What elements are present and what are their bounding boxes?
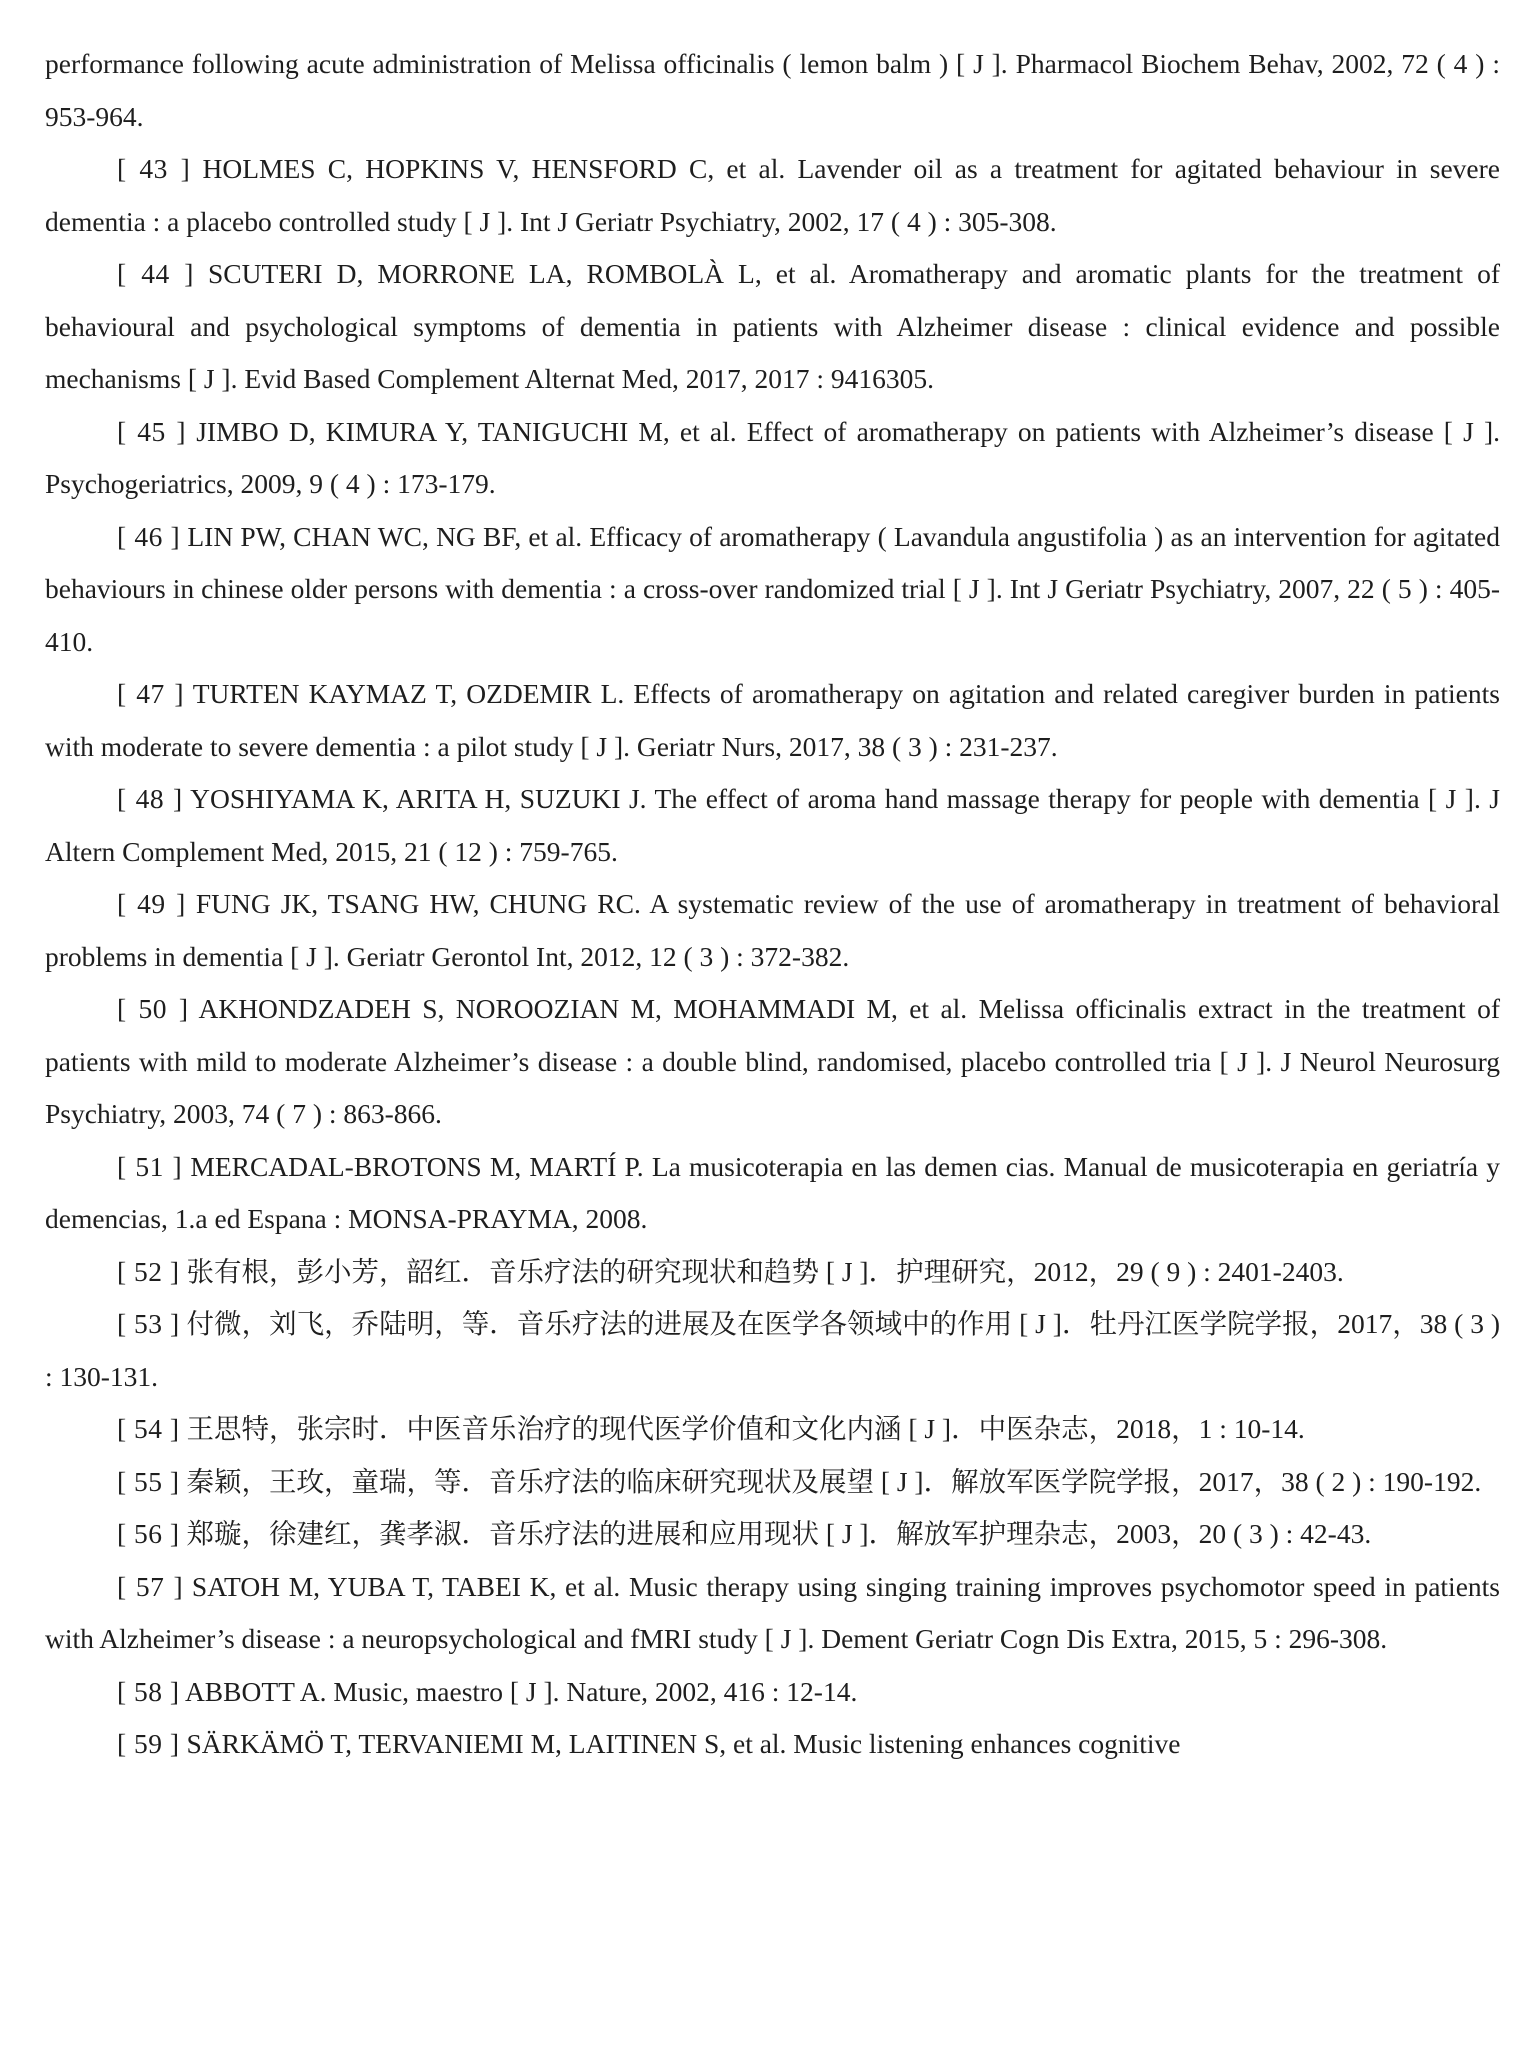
reference-46 bbox=[45, 511, 1500, 669]
reference-text: 付微，刘飞，乔陆明，等．音乐疗法的进展及在医学各领域中的作用 [ J ]．牡丹江医学院学报，2017，38 ( 3 ) : 130-131. bbox=[45, 1308, 1500, 1392]
reference-number: [ 52 ] bbox=[117, 1255, 180, 1287]
reference-text: YOSHIYAMA K, ARITA H, SUZUKI J. The effect of aroma hand massage therapy for people with dementia [ J ]. J Altern Complement Med, 2015, 21 ( 12 ) : 759-765. bbox=[45, 783, 1500, 867]
reference-42-continuation bbox=[45, 38, 1500, 143]
reference-text: 郑璇，徐建红，龚孝淑．音乐疗法的进展和应用现状 [ J ]．解放军护理杂志，2003，20 ( 3 ) : 42-43. bbox=[186, 1518, 1372, 1549]
reference-text: JIMBO D, KIMURA Y, TANIGUCHI M, et al. Effect of aromatherapy on patients with Alzheimer’s disease [ J ]. Psychogeriatrics, 2009, 9 ( 4 ) : 173-179. bbox=[45, 415, 1500, 499]
reference-number: [ 54 ] bbox=[117, 1413, 180, 1444]
reference-number: [ 49 ] bbox=[117, 888, 186, 919]
reference-text: HOLMES C, HOPKINS V, HENSFORD C, et al. Lavender oil as a treatment for agitated behaviour in severe dementia : a placebo controlled study [ J ]. Int J Geriatr Psychiatry, 2002, 17 ( 4 ) : 305-308. bbox=[45, 153, 1501, 237]
reference-56 bbox=[45, 1508, 1500, 1561]
reference-text: FUNG JK, TSANG HW, CHUNG RC. A systematic review of the use of aromatherapy in treatment of behavioral problems in dementia [ J ]. Geriatr Gerontol Int, 2012, 12 ( 3 ) : 372-382. bbox=[45, 888, 1501, 972]
reference-text: SCUTERI D, MORRONE LA, ROMBOLÀ L, et al. Aromatherapy and aromatic plants for the treatment of behavioural and psychological symptoms of dementia in patients with Alzheimer disease : clinical evidence and possible mechanisms [ J ]. Evid Based Complement Alternat Med, 2017, 2017 : 9416305. bbox=[45, 258, 1500, 394]
reference-47 bbox=[45, 668, 1500, 773]
reference-text: TURTEN KAYMAZ T, OZDEMIR L. Effects of aromatherapy on agitation and related caregiver burden in patients with moderate to severe dementia : a pilot study [ J ]. Geriatr Nurs, 2017, 38 ( 3 ) : 231-237. bbox=[45, 678, 1500, 762]
reference-number: [ 53 ] bbox=[117, 1308, 180, 1339]
reference-59 bbox=[45, 1718, 1500, 1771]
reference-number: [ 51 ] bbox=[117, 1150, 183, 1182]
reference-text: AKHONDZADEH S, NOROOZIAN M, MOHAMMADI M, et al. Melissa officinalis extract in the treatment of patients with mild to moderate Alzheimer’s disease : a double blind, randomised, placebo controlled tria [ J ]. J Neurol Neurosurg Psychiatry, 2003, 74 ( 7 ) : 863-866. bbox=[45, 993, 1500, 1129]
reference-number: [ 57 ] bbox=[117, 1570, 184, 1602]
reference-text: performance following acute administration of Melissa officinalis ( lemon balm ) [ J ]. Pharmacol Biochem Behav, 2002, 72 ( 4 ) : 953-964. bbox=[45, 48, 1500, 132]
reference-text: SÄRKÄMÖ T, TERVANIEMI M, LAITINEN S, et al. Music listening enhances cognitive bbox=[186, 1728, 1181, 1759]
reference-44 bbox=[45, 248, 1500, 406]
reference-number: [ 56 ] bbox=[117, 1518, 180, 1549]
reference-58 bbox=[45, 1666, 1500, 1719]
reference-52 bbox=[45, 1246, 1500, 1299]
reference-51 bbox=[45, 1141, 1500, 1246]
reference-49 bbox=[45, 878, 1500, 983]
reference-number: [ 45 ] bbox=[117, 415, 187, 447]
reference-54 bbox=[45, 1403, 1500, 1456]
reference-number: [ 50 ] bbox=[117, 993, 189, 1024]
reference-55 bbox=[45, 1456, 1500, 1509]
reference-53 bbox=[45, 1298, 1500, 1403]
reference-text: ABBOTT A. Music, maestro [ J ]. Nature, 2002, 416 : 12-14. bbox=[184, 1675, 858, 1707]
reference-text: LIN PW, CHAN WC, NG BF, et al. Efficacy of aromatherapy ( Lavandula angustifolia ) as an intervention for agitated behaviours in chinese older persons with dementia : a cross-over randomized trial [ J ]. Int J Geriatr Psychiatry, 2007, 22 ( 5 ) : 405-410. bbox=[45, 520, 1501, 657]
reference-text: 秦颖，王玫，童瑞，等．音乐疗法的临床研究现状及展望 [ J ]．解放军医学院学报，2017，38 ( 2 ) : 190-192. bbox=[186, 1465, 1482, 1497]
reference-50 bbox=[45, 983, 1500, 1141]
reference-48 bbox=[45, 773, 1500, 878]
reference-number: [ 55 ] bbox=[117, 1465, 180, 1497]
reference-number: [ 59 ] bbox=[117, 1728, 180, 1759]
reference-number: [ 46 ] bbox=[117, 520, 181, 552]
reference-text: 王思特，张宗时．中医音乐治疗的现代医学价值和文化内涵 [ J ]．中医杂志，2018，1 : 10-14. bbox=[186, 1413, 1305, 1444]
reference-number: [ 48 ] bbox=[117, 783, 183, 814]
reference-43 bbox=[45, 143, 1500, 248]
reference-57 bbox=[45, 1561, 1500, 1666]
reference-number: [ 43 ] bbox=[117, 153, 191, 184]
reference-number: [ 58 ] bbox=[117, 1675, 180, 1707]
reference-number: [ 47 ] bbox=[117, 678, 185, 709]
reference-text: SATOH M, YUBA T, TABEI K, et al. Music therapy using singing training improves psychomotor speed in patients with Alzheimer’s disease : a neuropsychological and fMRI study [ J ]. Dement Geriatr Cogn Dis Extra, 2015, 5 : 296-308. bbox=[45, 1570, 1500, 1654]
reference-number: [ 44 ] bbox=[117, 258, 194, 289]
reference-text: 张有根，彭小芳，韶红．音乐疗法的研究现状和趋势 [ J ]．护理研究，2012，29 ( 9 ) : 2401-2403. bbox=[186, 1255, 1344, 1287]
reference-45 bbox=[45, 406, 1500, 511]
reference-text: MERCADAL-BROTONS M, MARTÍ P. La musicoterapia en las demen cias. Manual de musicoterapia en geriatría y demencias, 1.a ed Espana : MONSA-PRAYMA, 2008. bbox=[45, 1150, 1501, 1234]
